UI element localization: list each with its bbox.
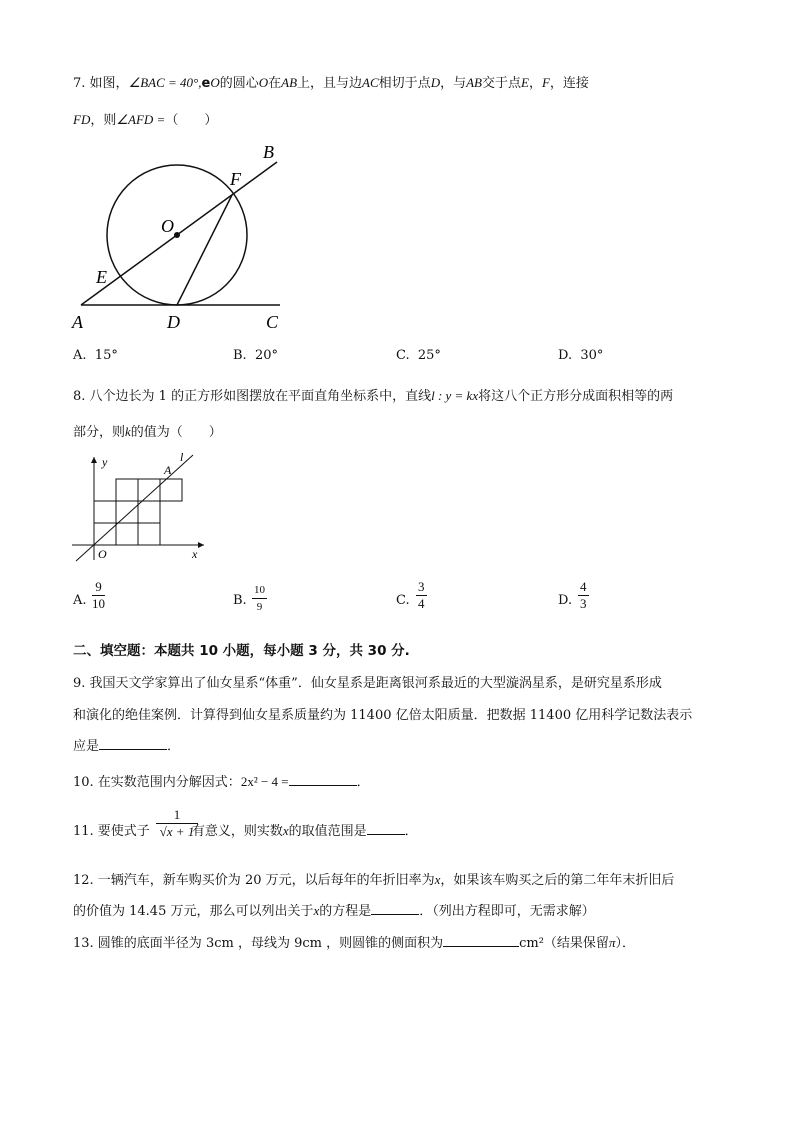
denominator: 10	[92, 596, 105, 611]
q11-text: 11. 要使式子	[73, 824, 150, 839]
q8-option-a-letter: A.	[73, 593, 87, 608]
denominator: 9	[256, 601, 263, 613]
label-y: y	[102, 455, 108, 469]
q13-text: 13. 圆锥的底面半径为 3cm ，母线为 9cm ，则圆锥的侧面积为	[73, 936, 444, 951]
denominator: 3	[580, 596, 587, 611]
q10-line	[73, 771, 370, 790]
q8-option-c-letter: C.	[396, 593, 410, 608]
q9-text: 应是	[73, 739, 100, 754]
numerator: 9	[92, 579, 105, 596]
option-value: 15°	[94, 348, 118, 363]
q8-option-a-fraction	[92, 579, 105, 612]
q7-ab: AB	[466, 75, 482, 90]
q7-e: E	[521, 75, 529, 90]
q8-line-eq: l : y = kx	[431, 388, 479, 403]
q7-option-d	[558, 348, 603, 363]
q7-text: ，	[528, 76, 542, 91]
q9-line1: 9. 我国天文学家算出了仙女星系“体重”．仙女星系是距离银河系最近的大型漩涡星系，是研究星系形成	[73, 676, 662, 691]
q7-text: 如图，	[89, 76, 129, 91]
q11-text: ．	[404, 824, 418, 839]
q7-figure	[65, 140, 305, 335]
option-value: 25°	[417, 348, 441, 363]
numerator: 1	[156, 807, 198, 824]
q13-line	[73, 932, 635, 951]
denominator: 4	[418, 596, 425, 611]
q7-angle-afd: ∠AFD =	[116, 112, 166, 127]
option-letter: B.	[233, 348, 247, 363]
denominator: √x + 1	[159, 824, 195, 839]
option-letter: C.	[396, 348, 410, 363]
q12-text: 的方程是	[319, 904, 372, 919]
q8-text: 将这八个正方形分成面积相等的两	[478, 389, 674, 404]
label-l: l	[180, 450, 184, 464]
q10-answer-blank[interactable]	[289, 773, 357, 786]
q12-x: x	[434, 872, 441, 887]
q8-option-d-letter: D.	[558, 593, 573, 608]
q7-text: 交于点	[481, 76, 521, 91]
q7-text: 相切于点	[378, 76, 431, 91]
q7-o: O	[210, 75, 220, 90]
q11-answer-blank[interactable]	[367, 822, 405, 835]
label-o: O	[161, 216, 174, 236]
q8-option-b-fraction	[252, 582, 267, 615]
label-o: O	[98, 547, 107, 561]
q12-line1	[73, 869, 674, 888]
q12-text: ，如果该车购买之后的第二年年末折旧后	[440, 873, 675, 888]
q8-text: 的值为（ ）	[130, 425, 222, 440]
q11-line	[73, 820, 418, 839]
option-letter: D.	[558, 348, 573, 363]
q8-text: 8. 八个边长为 1 的正方形如图摆放在平面直角坐标系中，直线	[73, 389, 432, 404]
q7-option-b	[233, 348, 278, 363]
q7-line1	[73, 72, 589, 91]
center-point	[174, 232, 180, 238]
q10-expr: 2x² − 4 =	[240, 774, 289, 789]
label-c: C	[266, 312, 279, 332]
q12-line2	[73, 900, 595, 919]
q11-text: 的取值范围是	[288, 824, 367, 839]
q8-figure	[68, 450, 213, 562]
q7-ab: AB	[281, 75, 298, 90]
q8-option-b-letter: B.	[233, 593, 247, 608]
q11-text: 有意义，则实数	[191, 824, 283, 839]
label-f: F	[230, 169, 241, 189]
q7-text: 的圆心	[219, 76, 259, 91]
option-letter: A.	[73, 348, 87, 363]
numerator: 10	[252, 582, 267, 599]
q8-text: 部分，则	[73, 425, 126, 440]
q12-text: ．（列出方程即可，无需求解）	[419, 904, 595, 919]
q13-answer-blank[interactable]	[443, 934, 519, 947]
label-e: E	[96, 267, 107, 287]
q13-text: ）．	[615, 936, 635, 951]
label-a: A	[164, 463, 172, 477]
option-value: 30°	[580, 348, 604, 363]
option-value: 20°	[254, 348, 278, 363]
q7-line2	[73, 109, 217, 128]
q13-pi: π	[608, 935, 616, 950]
q10-text: 10. 在实数范围内分解因式：	[73, 775, 241, 790]
q7-f: F	[541, 75, 550, 90]
q12-x: x	[313, 903, 320, 918]
q7-angle-bac: ∠BAC = 40°,	[128, 75, 202, 90]
section-heading: 二、填空题：本题共 10 小题，每小题 3 分，共 30 分.	[73, 643, 410, 659]
q8-option-d-fraction	[578, 579, 589, 612]
q7-number: 7.	[73, 76, 86, 91]
q7-text: ，连接	[549, 76, 589, 91]
numerator: 4	[580, 579, 587, 594]
q8-option-c-fraction	[416, 579, 427, 612]
line-fd	[177, 195, 232, 305]
label-x: x	[192, 547, 198, 561]
q7-text: 在	[268, 76, 282, 91]
numerator: 3	[418, 579, 425, 594]
q7-o: O	[258, 75, 269, 90]
q7-text: ，则	[90, 113, 117, 128]
label-b: B	[263, 142, 274, 162]
q8-k: k	[125, 424, 131, 439]
q7-text: ，与	[440, 76, 467, 91]
circle-symbol: e	[201, 76, 211, 91]
q11-x: x	[282, 823, 289, 838]
q12-text: 的价值为 14.45 万元，那么可以列出关于	[73, 904, 314, 919]
q12-answer-blank[interactable]	[371, 902, 419, 915]
q9-text: ．	[167, 739, 181, 754]
q11-fraction	[156, 807, 198, 840]
q7-option-c	[396, 348, 441, 363]
q7-fd: FD	[73, 112, 91, 127]
q10-text: ．	[356, 775, 370, 790]
q12-text: 12. 一辆汽车，新车购买价为 20 万元，以后每年的年折旧率为	[73, 873, 435, 888]
q8-line1	[73, 385, 673, 404]
q13-text: cm²（结果保留	[519, 936, 609, 951]
q9-line2: 和演化的绝佳案例．计算得到仙女星系质量约为 11400 亿倍太阳质量．把数据 11400 亿用科学记数法表示	[73, 708, 693, 723]
label-a: A	[72, 312, 83, 332]
q7-text: 上，且与边	[297, 76, 363, 91]
q7-d: D	[430, 75, 441, 90]
q7-ac: AC	[362, 75, 379, 90]
squares-grid	[94, 479, 182, 545]
q7-option-a	[73, 348, 118, 363]
q9-answer-blank[interactable]	[99, 737, 167, 750]
q7-paren: （ ）	[165, 113, 218, 128]
label-d: D	[167, 312, 180, 332]
q9-line3	[73, 735, 180, 754]
q8-line2	[73, 421, 222, 440]
